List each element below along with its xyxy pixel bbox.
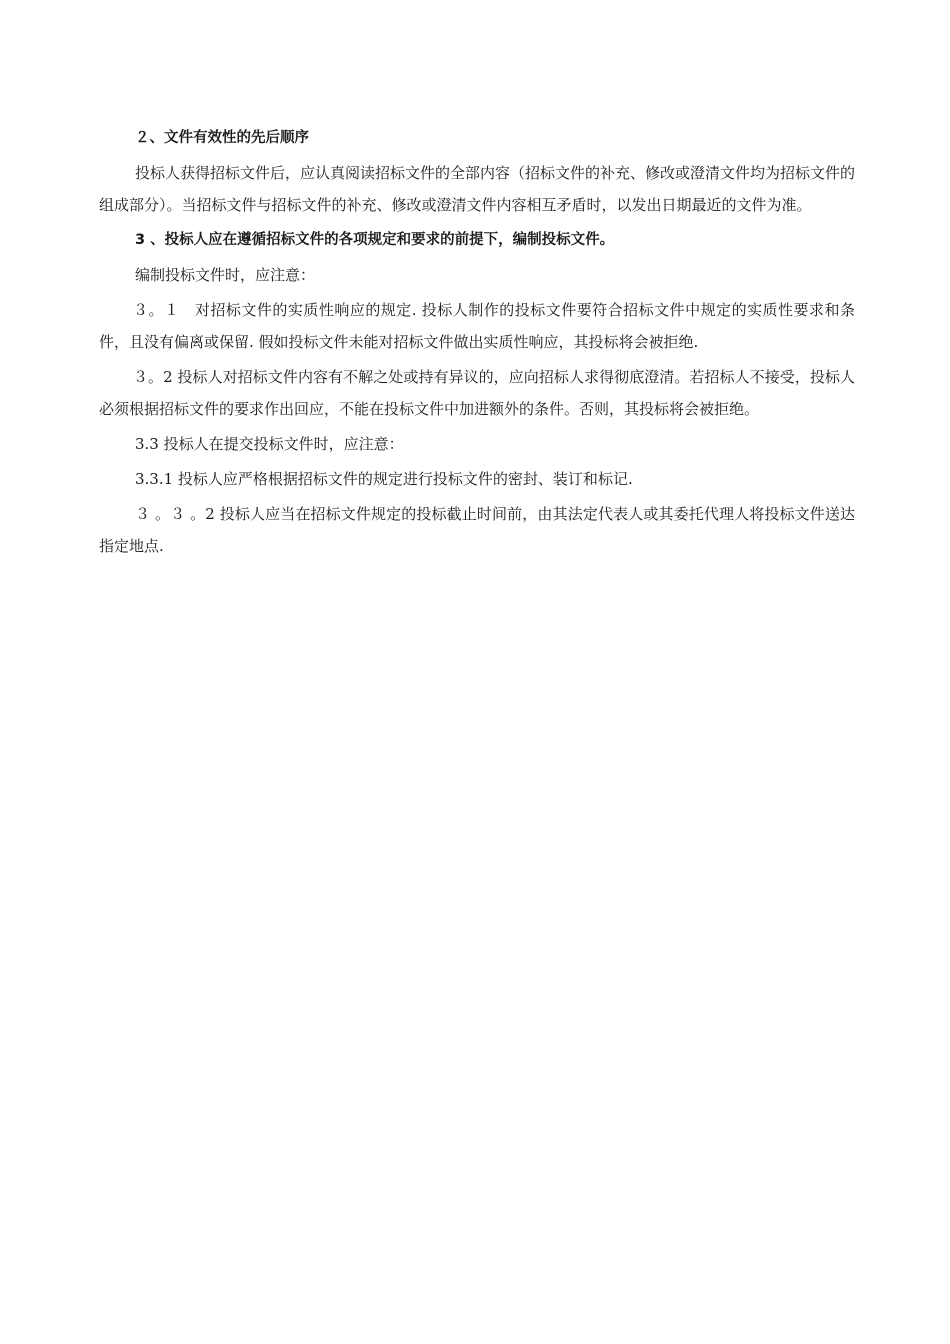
- document-body: [99, 122, 855, 565]
- item-3-2-paragraph: ３。2 投标人对招标文件内容有不解之处或持有异议的，应向招标人求得彻底澄清。若招标人不接受，投标人必须根据招标文件的要求作出回应，不能在投标文件中加进额外的条件。否则，其投标将会被拒绝。: [99, 368, 855, 418]
- section-2-heading: ２、文件有效性的先后顺序: [135, 130, 309, 146]
- item-3-3-1-paragraph: 3.3.1 投标人应严格根据招标文件的规定进行投标文件的密封、装订和标记.: [135, 470, 633, 488]
- item-3-3-paragraph: 3.3 投标人在提交投标文件时，应注意：: [135, 435, 404, 453]
- section-3-intro: 编制投标文件时，应注意：: [135, 266, 316, 284]
- item-3-3-2-paragraph: ３ 。３ 。2 投标人应当在招标文件规定的投标截止时间前，由其法定代表人或其委托代理人将投标文件送达指定地点.: [99, 505, 855, 555]
- section-3-heading: 3 、投标人应在遵循招标文件的各项规定和要求的前提下，编制投标文件。: [135, 232, 615, 248]
- section-2-paragraph: 投标人获得招标文件后，应认真阅读招标文件的全部内容（招标文件的补充、修改或澄清文件均为招标文件的组成部分）。当招标文件与招标文件的补充、修改或澄清文件内容相互矛盾时，以发出日期最近的文件为准。: [99, 164, 856, 214]
- item-3-1-paragraph: ３。１ 对招标文件的实质性响应的规定. 投标人制作的投标文件要符合招标文件中规定的实质性要求和条件，且没有偏离或保留. 假如投标文件未能对招标文件做出实质性响应，其投标将会被拒绝.: [99, 301, 855, 351]
